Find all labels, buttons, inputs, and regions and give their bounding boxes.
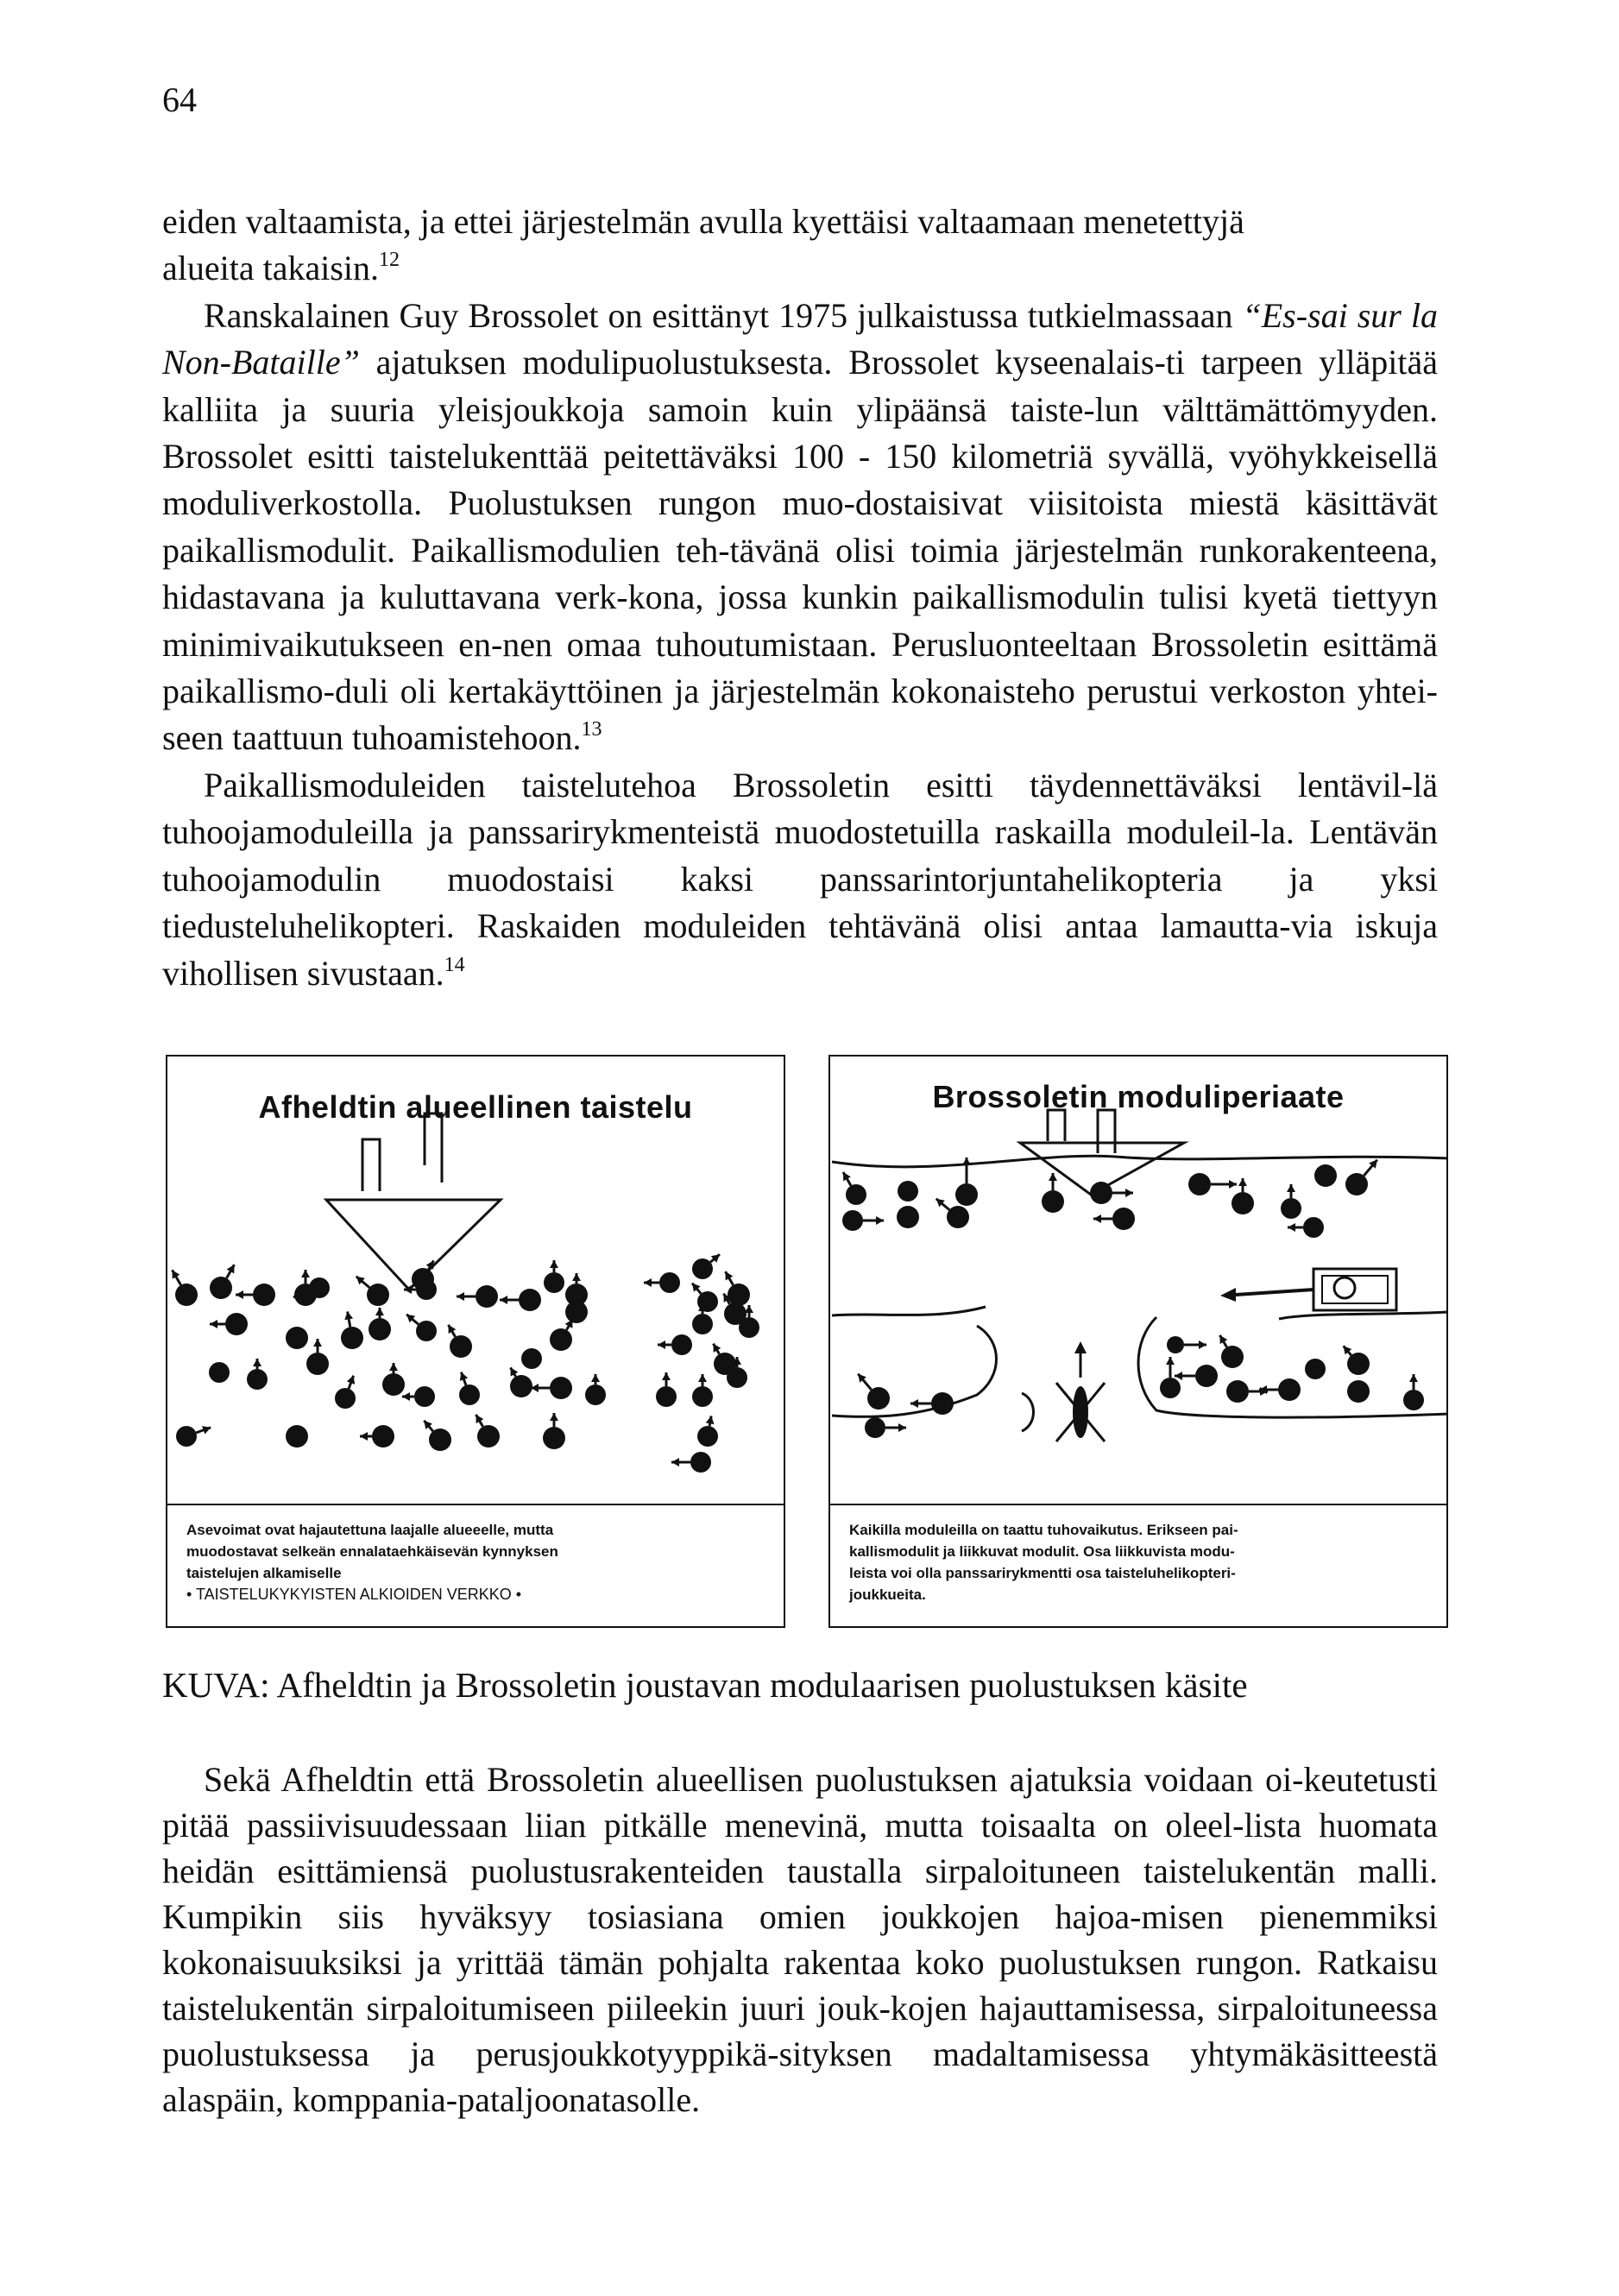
unit-dot-icon: [1314, 1164, 1337, 1187]
unit-dot-icon: [360, 1425, 394, 1448]
caption-line: taistelujen alkamiselle: [186, 1565, 342, 1581]
unit-dot-icon: [671, 1452, 711, 1473]
unit-dot-icon: [247, 1359, 268, 1390]
unit-dot-icon: [656, 1372, 677, 1407]
unit-dot-icon: [692, 1254, 720, 1279]
unit-dot-icon: [543, 1413, 565, 1449]
unit-dot-icon: [1259, 1378, 1301, 1401]
unit-dot-icon: [1220, 1335, 1244, 1368]
figure-brossolet-caption: [849, 1519, 1429, 1605]
figure-brossolet-divider: [830, 1504, 1446, 1505]
caption-line: leista voi olla panssarirykmentti osa taisteluhelikopteri-: [849, 1565, 1236, 1581]
unit-dot-icon: [1167, 1336, 1206, 1353]
page-number: 64: [162, 80, 197, 119]
unit-dot-icon: [402, 1386, 435, 1407]
figure-afheldt-caption: [186, 1519, 766, 1605]
unit-dot-icon: [341, 1311, 363, 1349]
caption-line: joukkueita.: [849, 1586, 926, 1603]
paragraph-2-part2: ajatuksen modulipuolustuksesta. Brossolet kyseenalais-ti tarpeen ylläpitää kalliita ja suuria yleisjoukkoja samoin kuin ylipäänsä taiste-lun välttämättömyyden. Brossolet esitti taistelukenttää peitettäväksi 100 - 150 kilometriä syvällä, vyöhykkeisellä moduliverkostolla. Puolustuksen rungon muo-dostaisivat viisitoista miestä käsittävät paikallismodulit. Paikallismodulien teh-tävänä olisi toimia järjestelmän runkorakenteena, hidastavana ja kuluttavana verk-kona, jossa kunkin paikallismodulin tulisi kyetä tiettyyn minimivaikutukseen en-nen omaa tuhoutumistaan. Perusluonteeltaan Brossoletin esittämä paikallismo-duli oli kertakäyttöinen ja järjestelmän kokonaisteho perustui verkoston yhtei-seen taattuun tuhoamistehoon.: [162, 343, 1438, 758]
figure-afheldt: [166, 1055, 785, 1628]
unit-dot-icon: [644, 1272, 680, 1293]
unit-dot-icon: [1093, 1208, 1135, 1230]
unit-dot-icon: [544, 1260, 564, 1293]
unit-dot-icon: [476, 1415, 501, 1448]
unit-dot-icon: [858, 1374, 890, 1410]
attack-arrow-icon: [326, 1113, 501, 1290]
unit-dot-icon: [1347, 1380, 1370, 1403]
unit-dot-icon: [521, 1348, 542, 1369]
unit-dot-icon: [585, 1374, 606, 1405]
paragraph-3-text: Paikallismoduleiden taistelutehoa Brossoletin esitti täydennettäväksi lentävil-lä tuhoojamoduleilla ja panssarirykmenteistä muodostetuilla raskailla moduleil-la. Lentävän tuhoojamodulin muodostaisi kaksi panssarintorjuntahelikopteria ja yksi tiedusteluhelikopteri. Raskaiden moduleiden tehtävänä olisi antaa lamautta-via iskuja vihollisen sivustaan.: [162, 765, 1438, 993]
caption-line: muodostavat selkeän ennalataehkäisevän kynnyksen: [186, 1543, 558, 1560]
figure-brossolet-title: Brossoletin moduliperiaate: [932, 1079, 1345, 1114]
unit-dot-icon: [209, 1362, 230, 1383]
unit-dot-icon: [210, 1265, 235, 1299]
unit-dot-icon: [692, 1284, 718, 1312]
body-text-bottom: [162, 1757, 1438, 2123]
unit-dot-icon: [369, 1308, 391, 1340]
unit-dot-icon: [286, 1425, 308, 1448]
unit-dot-icon: [1226, 1380, 1268, 1403]
unit-dot-icon: [898, 1181, 918, 1202]
figure-brossolet: [828, 1055, 1448, 1628]
paragraph-1-line1: eiden valtaamista, ja ettei järjestelmän avulla kyettäisi valtaamaan menetettyjä: [162, 202, 1244, 241]
unit-dot-icon: [550, 1320, 573, 1351]
module-network: [842, 1157, 1424, 1438]
figure-caption-kuva: KUVA: Afheldtin ja Brossoletin joustavan modulaarisen puolustuksen käsite: [162, 1665, 1248, 1705]
brossolet-diagram: [830, 1057, 1448, 1504]
unit-dot-icon: [459, 1372, 480, 1405]
figure-afheldt-title: Afheldtin alueellinen taistelu: [258, 1089, 693, 1125]
unit-dot-icon: [406, 1315, 437, 1341]
paragraph-2: [162, 293, 1438, 762]
body-text-top: [162, 199, 1438, 997]
unit-dot-icon: [449, 1325, 473, 1358]
caption-line: kallismodulit ja liikkuvat modulit. Osa liikkuvista modu-: [849, 1543, 1235, 1560]
caption-line: Asevoimat ovat hajautettuna laajalle alueeelle, mutta: [186, 1522, 554, 1538]
unit-dot-icon: [286, 1327, 308, 1349]
unit-dot-icon: [176, 1426, 211, 1447]
unit-dot-icon: [697, 1416, 718, 1447]
figure-afheldt-divider: [167, 1504, 784, 1505]
unit-dot-icon: [335, 1376, 356, 1409]
unit-dot-icon: [897, 1206, 919, 1228]
unit-dot-icon: [457, 1285, 498, 1308]
unit-dot-icon: [382, 1363, 405, 1396]
unit-dot-icon: [510, 1367, 532, 1397]
unit-dot-icon: [842, 1210, 884, 1231]
unit-dot-icon: [1175, 1365, 1218, 1387]
paragraph-4: Sekä Afheldtin että Brossoletin alueellisen puolustuksen ajatuksia voidaan oi-keutetusti pitää passiivisuudessaan liian pitkälle menevinä, mutta toisaalta on oleel-lista huomata heidän esittämiensä puolustusrakenteiden taustalla sirpaloituneen taistelukentän malli. Kumpikin siis hyväksyy tosiasiana omien joukkojen hajoa-misen pienemmiksi kokonaisuuksiksi ja yrittää tämän pohjalta rakentaa koko puolustuksen rungon. Ratkaisu taistelukentän sirpaloitumiseen piileekin juuri jouk-kojen hajauttamisessa, sirpaloituneessa puolustuksessa ja perusjoukkotyyppikä-sityksen madaltamisessa yhtymäkäsitteestä alaspäin, komppania-pataljoonatasolle.: [162, 1760, 1438, 2119]
footnote-ref-12: 12: [379, 249, 400, 272]
paragraph-1: [162, 199, 1438, 293]
unit-dot-icon: [1345, 1160, 1377, 1195]
unit-dot-icon: [1288, 1217, 1324, 1238]
unit-dot-icon: [692, 1374, 713, 1407]
unit-dot-icon: [843, 1172, 866, 1205]
tank-regiment-icon: [1220, 1269, 1396, 1310]
caption-line: • TAISTELUKYKYISTEN ALKIOIDEN VERKKO •: [186, 1586, 522, 1603]
unit-dot-icon: [404, 1279, 437, 1300]
footnote-ref-14: 14: [444, 953, 465, 976]
unit-dot-icon: [865, 1417, 906, 1438]
unit-dot-icon: [1344, 1346, 1370, 1375]
unit-dot-icon: [531, 1377, 572, 1399]
helicopter-icon: [1022, 1341, 1105, 1441]
footnote-ref-13: 13: [581, 718, 602, 741]
paragraph-2-part1: Ranskalainen Guy Brossolet on esittänyt 1975 julkaistussa tutkielmassaan: [204, 295, 1243, 335]
unit-dot-icon: [500, 1289, 541, 1311]
unit-dot-icon: [1160, 1357, 1181, 1398]
unit-dot-icon: [1403, 1374, 1424, 1410]
unit-dot-icon: [210, 1313, 248, 1335]
unit-dot-icon: [1090, 1182, 1133, 1204]
unit-dot-icon: [424, 1421, 451, 1451]
unit-dot-icon: [1305, 1359, 1326, 1379]
unit-dot-icon: [1042, 1173, 1064, 1213]
paragraph-1-line2: alueita takaisin.: [162, 249, 380, 288]
unit-dot-icon: [1281, 1184, 1301, 1219]
unit-dot-icon: [356, 1277, 389, 1306]
unit-dot-icon: [236, 1284, 275, 1306]
caption-line: Kaikilla moduleilla on taattu tuhovaikutus. Erikseen pai-: [849, 1522, 1238, 1538]
combat-cell-network: [173, 1254, 760, 1473]
book-title-essai: “Es-sai sur la Non-Bataille”: [162, 295, 1438, 382]
unit-dot-icon: [658, 1334, 692, 1355]
unit-dot-icon: [173, 1270, 198, 1306]
unit-dot-icon: [306, 1339, 329, 1375]
unit-dot-icon: [1188, 1173, 1237, 1195]
paragraph-3: [162, 762, 1438, 997]
